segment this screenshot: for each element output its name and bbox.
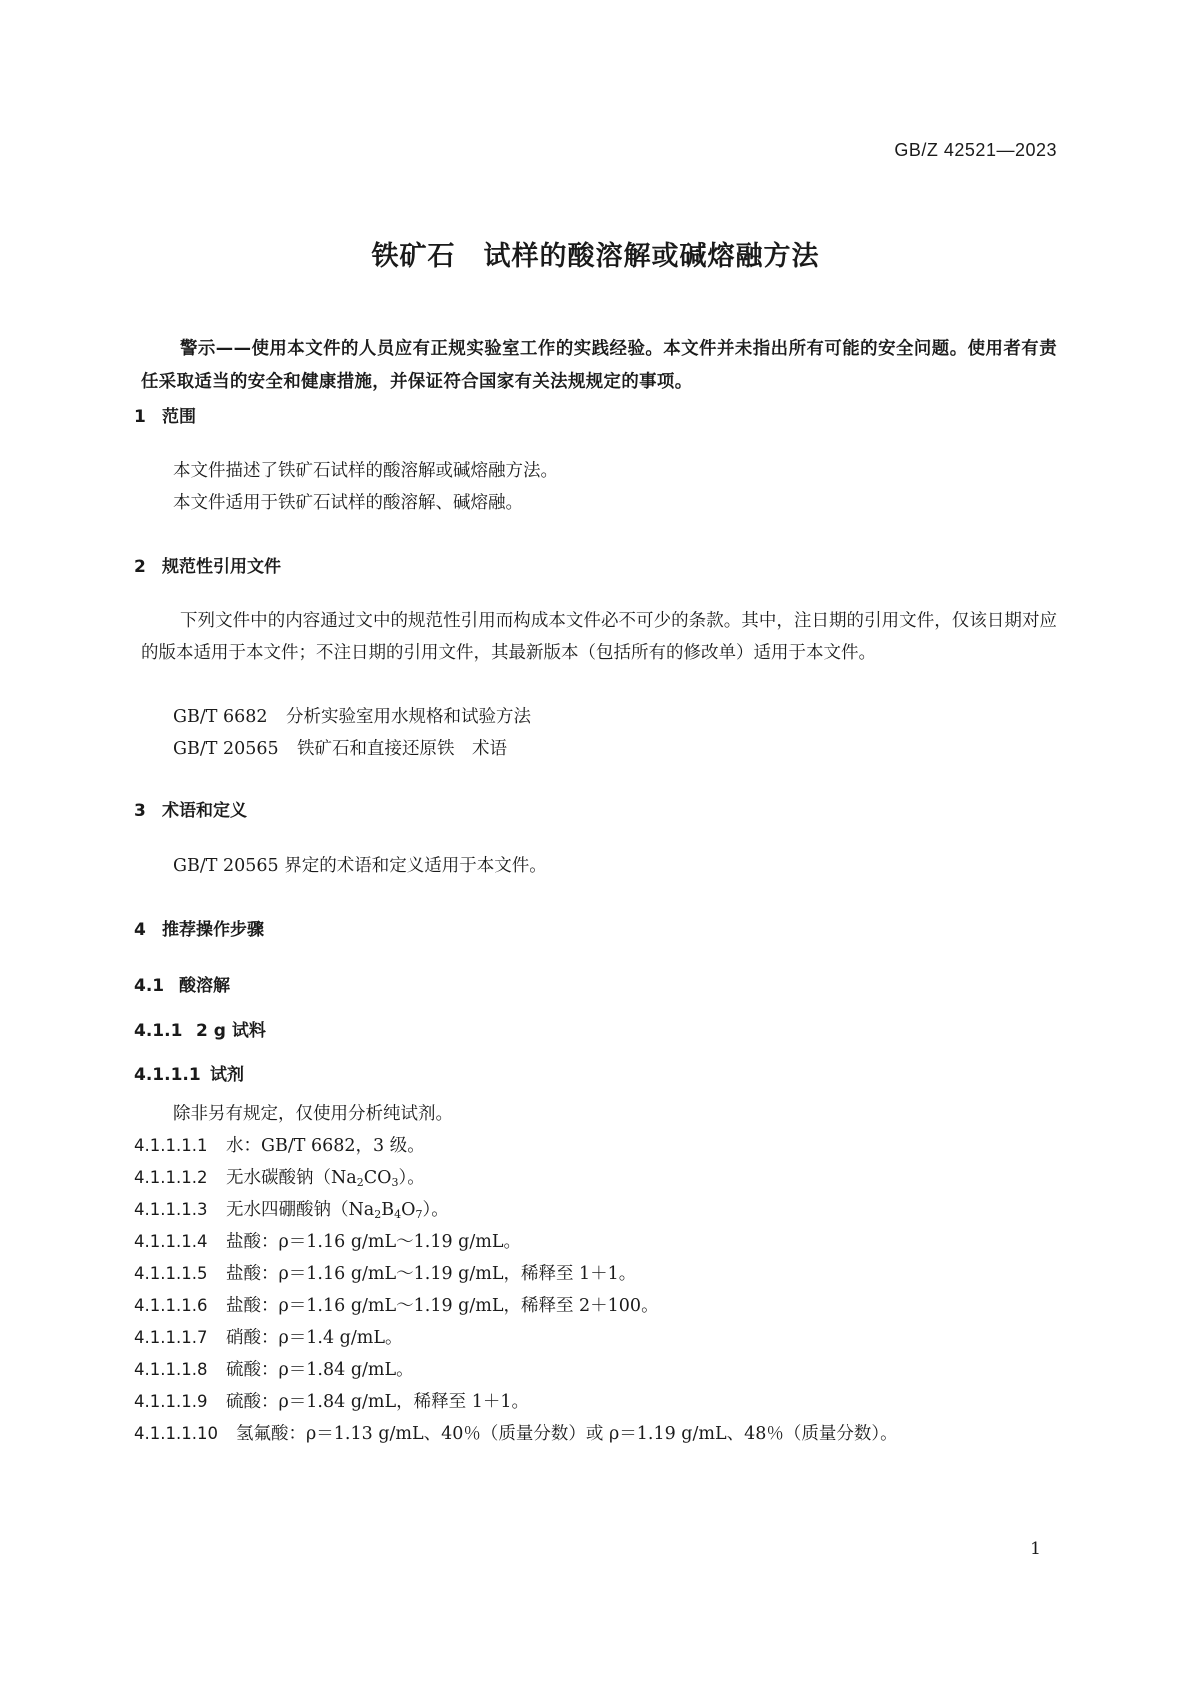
reagent-text: ）。: [422, 1200, 449, 1220]
section-title: 术语和定义: [162, 801, 247, 821]
section-number: 4: [134, 920, 146, 940]
paragraph: 下列文件中的内容通过文中的规范性引用而构成本文件必不可少的条款。其中，注日期的引用文件，仅该日期对应的版本适用于本文件；不注日期的引用文件，其最新版本（包括所有的修改单）适用于本文件。: [141, 611, 1057, 663]
reagent-text: 无水四硼酸钠（Na: [226, 1200, 375, 1220]
subsection-4-1-heading: [134, 971, 230, 996]
paragraph: 除非另有规定，仅使用分析纯试剂。: [173, 1104, 453, 1124]
clause-number: 4.1.1.1.4: [134, 1232, 208, 1251]
clause-number: 4.1.1.1.6: [134, 1296, 208, 1315]
reagent-item: [134, 1386, 529, 1418]
subsection-4-1-1-heading: [134, 1016, 266, 1041]
document-title: 铁矿石 试样的酸溶解或碱熔融方法: [371, 241, 820, 272]
reference-code: GB/T 20565: [173, 739, 279, 759]
section-number: 4.1.1.1: [134, 1065, 201, 1085]
section-2-heading: [134, 552, 281, 577]
reagent-text: 盐酸：ρ＝1.16 g/mL～1.19 g/mL，稀释至 2＋100。: [226, 1296, 659, 1316]
reagent-text: 盐酸：ρ＝1.16 g/mL～1.19 g/mL，稀释至 1＋1。: [226, 1264, 637, 1284]
subscript: 2: [374, 1208, 382, 1221]
clause-number: 4.1.1.1.3: [134, 1200, 208, 1219]
reagent-item: [134, 1226, 521, 1258]
clause-number: 4.1.1.1.10: [134, 1424, 218, 1443]
subscript: 2: [356, 1176, 364, 1189]
subscript: 3: [391, 1176, 399, 1189]
section-number: 1: [134, 407, 146, 427]
reagent-text: 氢氟酸：ρ＝1.13 g/mL、40％（质量分数）或 ρ＝1.19 g/mL、48％（质量分数）。: [236, 1424, 898, 1444]
section-title: 试剂: [210, 1065, 244, 1085]
section-title: 酸溶解: [179, 976, 230, 996]
reagent-text: 硫酸：ρ＝1.84 g/mL。: [226, 1360, 414, 1380]
reagent-text: CO: [363, 1168, 392, 1188]
safety-warning: 警示——使用本文件的人员应有正规实验室工作的实践经验。本文件并未指出所有可能的安全问题。使用者有责任采取适当的安全和健康措施，并保证符合国家有关法规规定的事项。: [141, 339, 1057, 392]
reagent-item: [134, 1354, 414, 1386]
reagent-text: 硝酸：ρ＝1.4 g/mL。: [226, 1328, 403, 1348]
clause-number: 4.1.1.1.8: [134, 1360, 208, 1379]
paragraph: 本文件描述了铁矿石试样的酸溶解或碱熔融方法。: [173, 461, 558, 481]
subscript: 4: [394, 1208, 402, 1221]
clause-number: 4.1.1.1.5: [134, 1264, 208, 1283]
section-number: 2: [134, 557, 146, 577]
section-title: 规范性引用文件: [162, 557, 281, 577]
section-1-heading: [134, 402, 196, 427]
section-4-heading: [134, 915, 264, 940]
section-number: 3: [134, 801, 146, 821]
reference-title: 分析实验室用水规格和试验方法: [286, 707, 531, 727]
reagent-item: [134, 1258, 636, 1290]
reagent-text: O: [401, 1200, 416, 1220]
reagent-text: B: [381, 1200, 395, 1220]
reagent-text: 水：GB/T 6682，3 级。: [226, 1136, 425, 1156]
reagent-text: 硫酸：ρ＝1.84 g/mL，稀释至 1＋1。: [226, 1392, 529, 1412]
clause-number: 4.1.1.1.7: [134, 1328, 208, 1347]
clause-number: 4.1.1.1.2: [134, 1168, 208, 1187]
standard-code: GB/Z 42521—2023: [894, 140, 1057, 160]
reagent-item: [134, 1130, 425, 1162]
reagent-item: [134, 1418, 898, 1450]
reference-item: [173, 733, 507, 765]
reagent-item: [134, 1322, 403, 1354]
reference-title: 铁矿石和直接还原铁 术语: [297, 739, 507, 759]
clause-number: 4.1.1.1.1: [134, 1136, 208, 1155]
reference-code: GB/T 6682: [173, 707, 268, 727]
section-title: 2 g 试料: [196, 1021, 266, 1041]
clause-number: 4.1.1.1.9: [134, 1392, 208, 1411]
section-number: 4.1.1: [134, 1021, 183, 1041]
reagent-text: ）。: [398, 1168, 425, 1188]
section-title: 推荐操作步骤: [162, 920, 264, 940]
section-number: 4.1: [134, 976, 165, 996]
paragraph: 本文件适用于铁矿石试样的酸溶解、碱熔融。: [173, 493, 523, 513]
reference-item: [173, 701, 531, 733]
page-number: 1: [1030, 1539, 1041, 1559]
reagent-text: 盐酸：ρ＝1.16 g/mL～1.19 g/mL。: [226, 1232, 521, 1252]
subsection-4-1-1-1-heading: [134, 1060, 244, 1085]
section-3-heading: [134, 796, 247, 821]
subscript: 7: [415, 1208, 423, 1221]
reagent-text: 无水碳酸钠（Na: [226, 1168, 357, 1188]
reagent-item: [134, 1290, 659, 1322]
paragraph: GB/T 20565 界定的术语和定义适用于本文件。: [173, 856, 547, 876]
section-title: 范围: [162, 407, 196, 427]
